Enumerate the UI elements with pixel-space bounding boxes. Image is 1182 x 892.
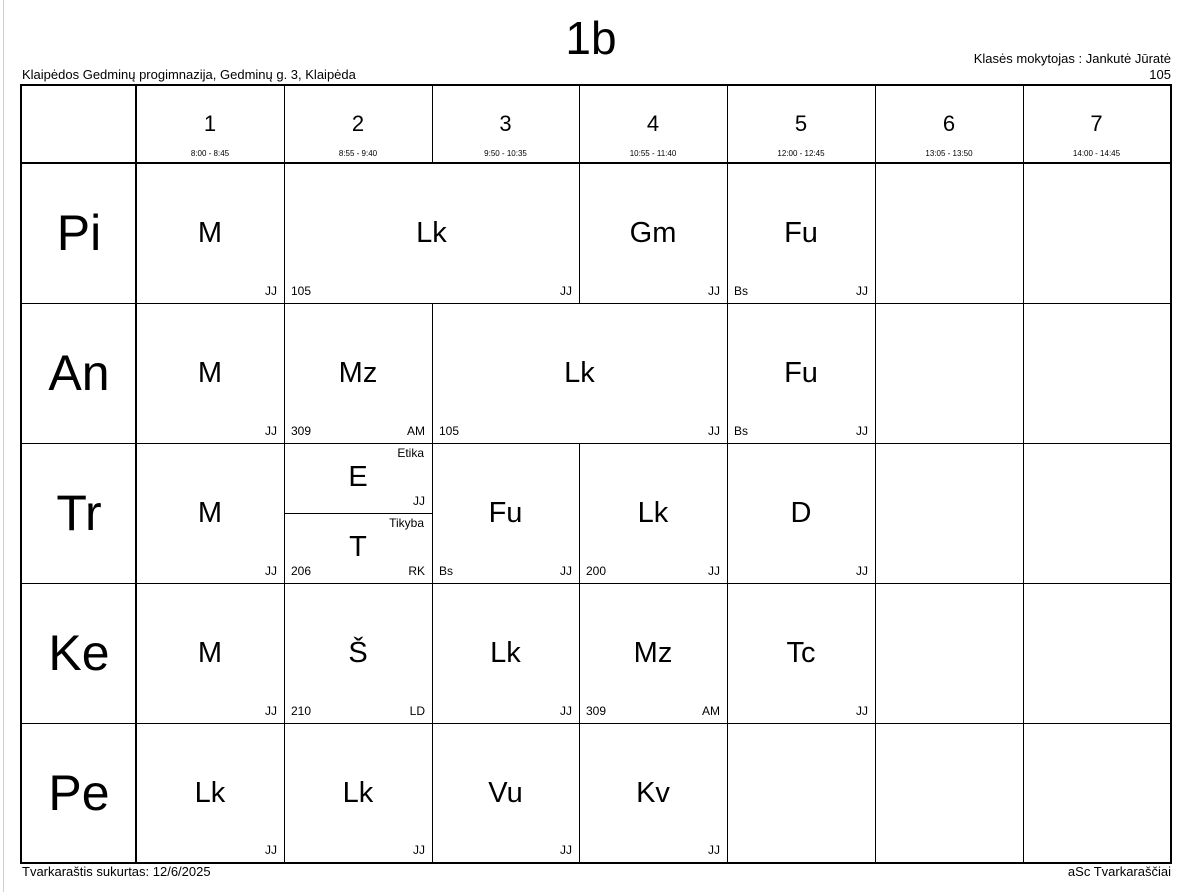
empty-cell [875, 163, 1023, 303]
row-divider [22, 583, 1170, 584]
lesson-cell[interactable] [579, 163, 727, 303]
empty-cell [875, 303, 1023, 443]
lesson-teacher: JJ [708, 843, 720, 857]
created-date: Tvarkaraštis sukurtas: 12/6/2025 [22, 864, 211, 879]
period-number: 7 [1090, 111, 1103, 136]
lesson-teacher: RK [408, 564, 425, 578]
lesson-cell[interactable] [579, 583, 727, 723]
lesson-cell[interactable] [727, 303, 875, 443]
lesson-teacher: JJ [708, 284, 720, 298]
period-time: 12:00 - 12:45 [777, 149, 825, 158]
lesson-subject: D [790, 497, 812, 529]
lesson-cell[interactable] [136, 583, 284, 723]
column-divider [727, 303, 728, 443]
lesson-cell[interactable] [727, 163, 875, 303]
day-label-an: An [48, 345, 110, 401]
lesson-teacher: JJ [560, 564, 572, 578]
column-divider [727, 723, 728, 862]
column-divider [875, 163, 876, 303]
empty-cell [1023, 303, 1170, 443]
corner-cell [22, 86, 136, 163]
lesson-teacher: AM [407, 424, 425, 438]
lesson-subject: Lk [416, 217, 447, 249]
lesson-cell[interactable] [284, 303, 432, 443]
row-divider [22, 162, 1170, 164]
column-divider [727, 163, 728, 303]
column-divider [1023, 723, 1024, 862]
period-header-3 [432, 86, 579, 163]
lesson-teacher: JJ [265, 424, 277, 438]
column-divider [579, 163, 580, 303]
period-header-1 [136, 86, 284, 163]
column-divider [875, 723, 876, 862]
lesson-teacher: JJ [708, 424, 720, 438]
lesson-subject: Gm [629, 217, 677, 249]
period-header-5 [727, 86, 875, 163]
lesson-subject: Lk [342, 776, 374, 809]
lesson-room: 206 [291, 564, 312, 578]
lesson-teacher: JJ [560, 704, 572, 718]
timetable-grid [20, 84, 1172, 864]
period-header-2 [284, 86, 432, 163]
header-column-divider [727, 86, 728, 163]
lesson-cell[interactable] [136, 723, 284, 862]
lesson-teacher: JJ [856, 704, 868, 718]
lesson-subject: Lk [564, 357, 595, 389]
lesson-cell[interactable] [284, 723, 432, 862]
lesson-room: 105 [439, 424, 460, 438]
empty-cell [875, 583, 1023, 723]
column-divider [284, 583, 285, 723]
lesson-teacher: JJ [265, 704, 277, 718]
lesson-subject: Š [348, 637, 368, 669]
column-divider [875, 303, 876, 443]
period-number: 6 [942, 111, 956, 136]
lesson-teacher: JJ [265, 843, 277, 857]
lesson-teacher: JJ [708, 564, 720, 578]
column-divider [875, 583, 876, 723]
lesson-group-name: Tikyba [389, 516, 424, 530]
lesson-cell[interactable] [432, 723, 579, 862]
empty-cell [1023, 583, 1170, 723]
lesson-subject: Fu [784, 217, 818, 249]
period-header-4 [579, 86, 727, 163]
lesson-cell[interactable] [136, 163, 284, 303]
period-number: 2 [351, 111, 365, 136]
school-name: Klaipėdos Gedminų progimnazija, Gedminų g. 3, Klaipėda [22, 67, 356, 82]
header-column-divider [1023, 86, 1024, 163]
lesson-subject: M [197, 217, 223, 249]
lesson-room: 105 [291, 284, 312, 298]
column-divider [579, 583, 580, 723]
lesson-room: Bs [439, 564, 454, 578]
software-brand: aSc Tvarkaraščiai [1067, 864, 1171, 879]
column-divider [727, 443, 728, 583]
lesson-teacher: JJ [413, 494, 425, 508]
column-divider [1023, 443, 1024, 583]
lesson-subject: Mz [633, 637, 673, 669]
lesson-subject: Lk [194, 776, 226, 809]
column-divider [875, 443, 876, 583]
period-time: 8:55 - 9:40 [338, 149, 378, 158]
period-time: 14:00 - 14:45 [1072, 149, 1121, 158]
column-divider [1023, 583, 1024, 723]
column-divider [432, 443, 433, 583]
period-time: 8:00 - 8:45 [190, 149, 230, 158]
lesson-cell[interactable] [284, 583, 432, 723]
period-number: 3 [499, 111, 512, 136]
lesson-split-divider [284, 513, 432, 514]
column-divider [432, 583, 433, 723]
day-label-pe: Pe [48, 764, 110, 821]
lesson-room: 309 [586, 704, 607, 718]
lesson-subject: Vu [488, 776, 523, 809]
lesson-subject: E [348, 461, 368, 493]
lesson-room: 200 [586, 564, 607, 578]
lesson-cell[interactable] [579, 723, 727, 862]
lesson-room: Bs [734, 284, 749, 298]
header-column-divider [284, 86, 285, 163]
lesson-teacher: JJ [856, 564, 868, 578]
column-divider [284, 723, 285, 862]
row-divider [22, 303, 1170, 304]
lesson-room: Bs [734, 424, 749, 438]
lesson-cell[interactable] [579, 443, 727, 583]
home-room: 105 [1149, 67, 1171, 82]
lesson-room: 309 [291, 424, 312, 438]
period-time: 13:05 - 13:50 [925, 149, 973, 158]
column-divider [579, 723, 580, 862]
lesson-cell[interactable] [284, 443, 432, 583]
empty-cell [875, 443, 1023, 583]
lesson-cell[interactable] [432, 303, 727, 443]
day-label-tr: Tr [56, 485, 102, 541]
empty-cell [1023, 163, 1170, 303]
column-divider [579, 443, 580, 583]
lesson-cell[interactable] [727, 583, 875, 723]
column-divider [727, 583, 728, 723]
day-label-ke: Ke [48, 625, 110, 681]
empty-cell [1023, 723, 1170, 862]
lesson-teacher: JJ [413, 843, 425, 857]
header-column-divider [432, 86, 433, 163]
lesson-subject: Fu [488, 497, 523, 529]
lesson-teacher: AM [702, 704, 720, 718]
empty-cell [1023, 443, 1170, 583]
period-number: 1 [203, 111, 217, 136]
column-divider [432, 303, 433, 443]
column-divider [1023, 163, 1024, 303]
class-teacher: Klasės mokytojas : Jankutė Jūratė [973, 51, 1171, 66]
lesson-teacher: JJ [560, 843, 572, 857]
period-number: 4 [646, 111, 660, 136]
column-divider [1023, 303, 1024, 443]
lesson-room: 210 [291, 704, 312, 718]
column-divider [284, 443, 285, 583]
lesson-teacher: LD [409, 704, 425, 718]
period-time: 10:55 - 11:40 [629, 149, 677, 158]
lesson-group-name: Etika [397, 446, 424, 460]
lesson-cell[interactable] [432, 583, 579, 723]
empty-cell [875, 723, 1023, 862]
lesson-subject: Tc [786, 637, 816, 669]
header-column-divider [579, 86, 580, 163]
period-header-6 [875, 86, 1023, 163]
page-edge-rule [3, 0, 4, 892]
day-column-divider [135, 86, 137, 862]
lesson-cell[interactable] [727, 443, 875, 583]
class-title: 1b [565, 12, 617, 64]
lesson-subject: M [197, 357, 223, 389]
lesson-subject: M [197, 637, 223, 669]
lesson-cell[interactable] [136, 443, 284, 583]
lesson-cell[interactable] [284, 163, 579, 303]
period-number: 5 [794, 111, 808, 136]
lesson-subject: M [197, 497, 223, 529]
lesson-subject: Kv [636, 776, 670, 809]
row-divider [22, 723, 1170, 724]
lesson-cell[interactable] [432, 443, 579, 583]
period-time: 9:50 - 10:35 [484, 149, 527, 158]
lesson-teacher: JJ [265, 284, 277, 298]
lesson-subject: Lk [490, 637, 521, 669]
lesson-subject: T [349, 531, 367, 563]
empty-cell [727, 723, 875, 862]
row-divider [22, 443, 1170, 444]
lesson-subject: Mz [338, 357, 378, 389]
lesson-teacher: JJ [560, 284, 572, 298]
column-divider [432, 723, 433, 862]
lesson-teacher: JJ [856, 284, 868, 298]
lesson-subject: Fu [784, 357, 818, 389]
lesson-teacher: JJ [856, 424, 868, 438]
column-divider [284, 163, 285, 303]
lesson-cell[interactable] [136, 303, 284, 443]
lesson-teacher: JJ [265, 564, 277, 578]
header-column-divider [875, 86, 876, 163]
period-header-7 [1023, 86, 1170, 163]
lesson-subject: Lk [637, 497, 669, 529]
day-label-pi: Pi [56, 205, 102, 261]
column-divider [284, 303, 285, 443]
